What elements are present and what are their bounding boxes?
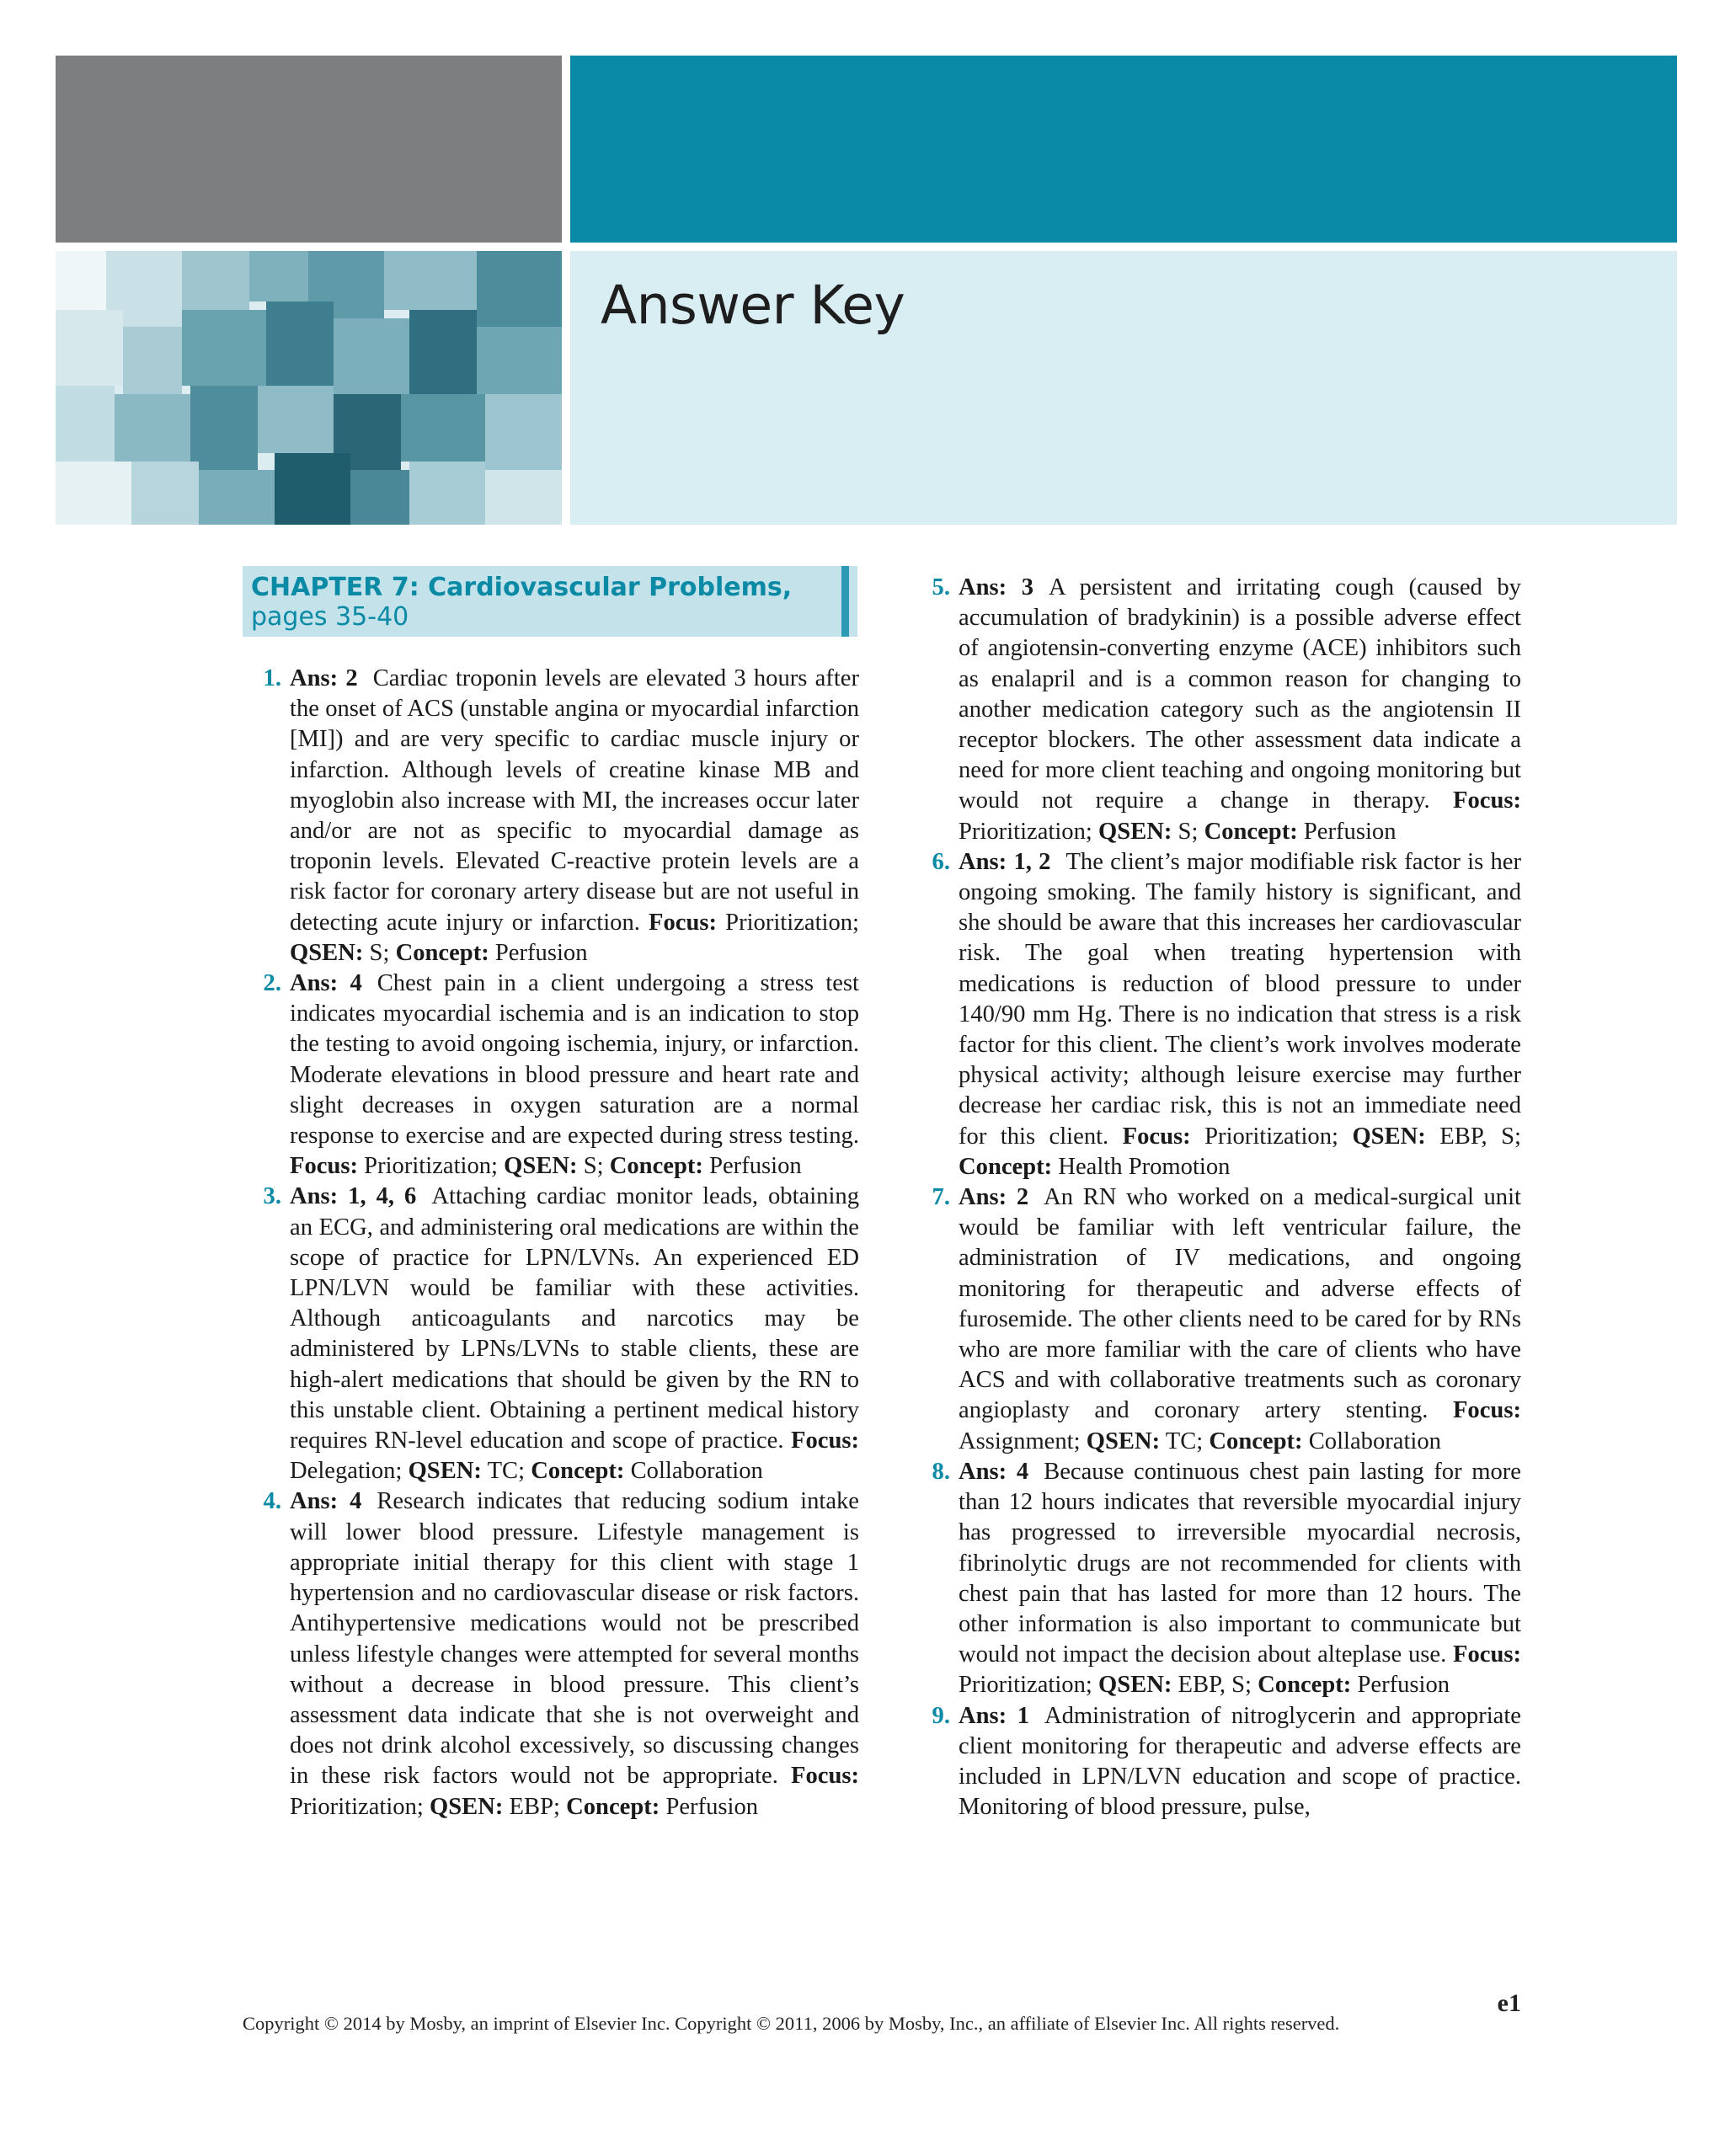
focus-label: Focus: xyxy=(290,1153,359,1180)
qsen-label: QSEN: xyxy=(1098,1672,1172,1699)
concept-value: Health Promotion xyxy=(1058,1153,1231,1180)
answer-item xyxy=(243,1486,859,1822)
rationale-text: An RN who worked on a medical-surgical unit would be familiar with left ventricular failure, the administration of IV medications, and ongoing monitoring for therapeutic and adverse effects of furosemide. The other clients need to be cared for by RNs who are more familiar with the care of clients who have ACS and with collaborative treatments such as coronary angioplasty and coronary artery stenting. xyxy=(959,1184,1521,1424)
ans-value: 1 xyxy=(1017,1702,1029,1729)
chapter-heading xyxy=(243,566,857,637)
answer-item xyxy=(911,847,1521,1182)
header-gray-block xyxy=(56,56,562,243)
focus-value: Delegation; xyxy=(290,1458,403,1485)
focus-value: Prioritization; xyxy=(1204,1123,1338,1150)
page-number: e1 xyxy=(1497,1989,1521,2017)
rationale-text: Chest pain in a client undergoing a stress test indicates myocardial ischemia and is an indication to stop the testing to avoid ongoing ischemia, injury, or infarction. Moderate elevations in blood pressure and heart rate and slight decreases in oxygen saturation are a normal response to exercise and are expected during stress testing. xyxy=(290,970,859,1150)
concept-label: Concept: xyxy=(566,1793,660,1820)
concept-value: Collaboration xyxy=(1308,1428,1441,1454)
answer-number: 8. xyxy=(932,1458,950,1485)
concept-value: Perfusion xyxy=(1357,1672,1450,1699)
concept-value: Collaboration xyxy=(630,1458,763,1485)
qsen-label: QSEN: xyxy=(408,1458,482,1485)
focus-label: Focus: xyxy=(649,909,718,936)
header-teal-block xyxy=(570,56,1677,243)
ans-label: Ans: xyxy=(959,1184,1007,1211)
qsen-value: S; xyxy=(583,1153,604,1180)
concept-label: Concept: xyxy=(531,1458,625,1485)
answer-number: 1. xyxy=(263,665,281,691)
qsen-value: S; xyxy=(369,939,390,966)
concept-label: Concept: xyxy=(609,1153,703,1180)
rationale-text: A persistent and irritating cough (caused by accumulation of bradykinin) is a possible adverse effect of angiotensin-converting enzyme (ACE) inhibitors such as enalapril and is a common reason for changing to another medication category such as the angiotensin II receptor blockers. The other assessment data indicate a need for more client teaching and ongoing monitoring but would not require a change in therapy. xyxy=(959,574,1521,814)
qsen-label: QSEN: xyxy=(430,1793,504,1820)
focus-label: Focus: xyxy=(790,1763,859,1790)
answer-item xyxy=(243,664,859,969)
ans-value: 4 xyxy=(1016,1458,1029,1485)
rationale-text: Research indicates that reducing sodium intake will lower blood pressure. Lifestyle management is appropriate initial therapy for this client with stage 1 hypertension and no cardiovascular disease or risk factors. Antihypertensive medications would not be prescribed unless lifestyle changes were attempted for several months without a decrease in blood pressure. This client’s assessment data indicate that she is not overweight and does not drink alcohol excessively, so discussing changes in these risk factors would not be appropriate. xyxy=(290,1488,859,1790)
rationale-text: The client’s major modifiable risk factor is her ongoing smoking. The family history is significant, and she should be aware that this increases her cardiovascular risk. The goal when treating hypertension with medications is reduction of blood pressure to under 140/90 mm Hg. There is no indication that stress is a risk factor for this client. The client’s work involves moderate physical activity; although leisure exercise may further decrease her cardiac risk, this is not an immediate need for this client. xyxy=(959,848,1521,1150)
concept-value: Perfusion xyxy=(1303,818,1397,845)
ans-label: Ans: xyxy=(959,848,1007,875)
rationale-text: Cardiac troponin levels are elevated 3 hours after the onset of ACS (unstable angina or myocardial infarction [MI]) and are very specific to cardiac muscle injury or infarction. Although levels of creatine kinase MB and myoglobin also increase with MI, the increases occur later and/or are not as specific to myocardial damage as troponin levels. Elevated C-reactive protein levels are a risk factor for coronary artery disease but are not useful in detecting acute injury or infarction. xyxy=(290,665,859,936)
ans-value: 1, 2 xyxy=(1013,848,1051,875)
concept-label: Concept: xyxy=(1204,818,1298,845)
answer-number: 2. xyxy=(263,970,281,997)
focus-label: Focus: xyxy=(1122,1123,1191,1150)
copyright-footer: Copyright © 2014 by Mosby, an imprint of Elsevier Inc. Copyright © 2011, 2006 by Mosby, Inc., an affiliate of Elsevier Inc. All rights reserved. xyxy=(243,2013,1340,2034)
ans-label: Ans: xyxy=(959,1702,1007,1729)
answer-number: 3. xyxy=(263,1183,281,1210)
ans-value: 4 xyxy=(350,1488,362,1515)
focus-label: Focus: xyxy=(790,1428,859,1454)
qsen-value: EBP, S; xyxy=(1439,1123,1521,1150)
rationale-text: Attaching cardiac monitor leads, obtaining an ECG, and administering oral medications are within the scope of practice for LPN/LVNs. An experienced ED LPN/LVN would be familiar with these activities. Although anticoagulants and narcotics may be administered by LPNs/LVNs to stable clients, these are high-alert medications that should be given by the RN to this unstable client. Obtaining a pertinent medical history requires RN-level education and scope of practice. xyxy=(290,1183,860,1454)
chapter-pages: pages 35-40 xyxy=(251,602,409,632)
answer-item xyxy=(243,969,859,1182)
ans-value: 1, 4, 6 xyxy=(348,1183,417,1210)
concept-label: Concept: xyxy=(395,939,489,966)
page-title: Answer Key xyxy=(601,275,905,336)
qsen-label: QSEN: xyxy=(1086,1428,1161,1454)
rationale-text: Because continuous chest pain lasting for more than 12 hours indicates that reversible myocardial injury has progressed to irreversible myocardial necrosis, fibrinolytic drugs are not recommended for clients with chest pain that has lasted for more than 12 hours. The other information is also important to communicate but would not impact the decision about alteplase use. xyxy=(959,1458,1521,1668)
answer-item xyxy=(243,1182,859,1486)
focus-value: Prioritization; xyxy=(364,1153,499,1180)
focus-value: Assignment; xyxy=(959,1428,1081,1454)
qsen-label: QSEN: xyxy=(1098,818,1172,845)
focus-value: Prioritization; xyxy=(959,818,1092,845)
focus-label: Focus: xyxy=(1452,1641,1521,1668)
focus-label: Focus: xyxy=(1452,1397,1521,1424)
left-column xyxy=(243,664,859,1822)
right-column xyxy=(911,573,1521,1822)
qsen-value: EBP; xyxy=(509,1793,560,1820)
rationale-text: Administration of nitroglycerin and appropriate client monitoring for therapeutic and adverse effects are included in LPN/LVN education and scope of practice. Monitoring of blood pressure, pulse, xyxy=(959,1702,1521,1821)
answer-item xyxy=(911,1701,1521,1823)
ans-label: Ans: xyxy=(959,574,1007,600)
qsen-value: EBP, S; xyxy=(1178,1672,1252,1699)
concept-value: Perfusion xyxy=(494,939,588,966)
ans-label: Ans: xyxy=(290,970,339,997)
ans-label: Ans: xyxy=(959,1458,1007,1485)
answer-item xyxy=(911,1182,1521,1457)
concept-label: Concept: xyxy=(1209,1428,1303,1454)
answer-item xyxy=(911,573,1521,847)
qsen-value: S; xyxy=(1178,818,1199,845)
qsen-value: TC; xyxy=(487,1458,526,1485)
ans-value: 4 xyxy=(350,970,362,997)
concept-value: Perfusion xyxy=(709,1153,802,1180)
focus-value: Prioritization; xyxy=(725,909,860,936)
answer-number: 6. xyxy=(932,848,950,875)
chapter-title: CHAPTER 7: Cardiovascular Problems, xyxy=(251,573,793,602)
ans-value: 3 xyxy=(1021,574,1034,600)
qsen-label: QSEN: xyxy=(290,939,364,966)
ans-value: 2 xyxy=(1016,1184,1029,1211)
ans-label: Ans: xyxy=(290,1488,339,1515)
header-title-panel xyxy=(570,251,1677,525)
qsen-label: QSEN: xyxy=(504,1153,578,1180)
answer-number: 5. xyxy=(932,574,950,600)
concept-label: Concept: xyxy=(1258,1672,1352,1699)
qsen-value: TC; xyxy=(1165,1428,1204,1454)
answer-number: 9. xyxy=(932,1702,950,1729)
ans-value: 2 xyxy=(345,665,358,691)
answer-item xyxy=(911,1457,1521,1701)
focus-value: Prioritization; xyxy=(959,1672,1092,1699)
ans-label: Ans: xyxy=(290,1183,339,1210)
focus-label: Focus: xyxy=(1452,787,1521,814)
concept-value: Perfusion xyxy=(665,1793,759,1820)
qsen-label: QSEN: xyxy=(1352,1123,1426,1150)
header-mosaic-graphic xyxy=(56,251,562,525)
answer-number: 7. xyxy=(932,1184,950,1211)
focus-value: Prioritization; xyxy=(290,1793,424,1820)
answer-number: 4. xyxy=(263,1488,281,1515)
ans-label: Ans: xyxy=(290,665,339,691)
concept-label: Concept: xyxy=(959,1153,1053,1180)
